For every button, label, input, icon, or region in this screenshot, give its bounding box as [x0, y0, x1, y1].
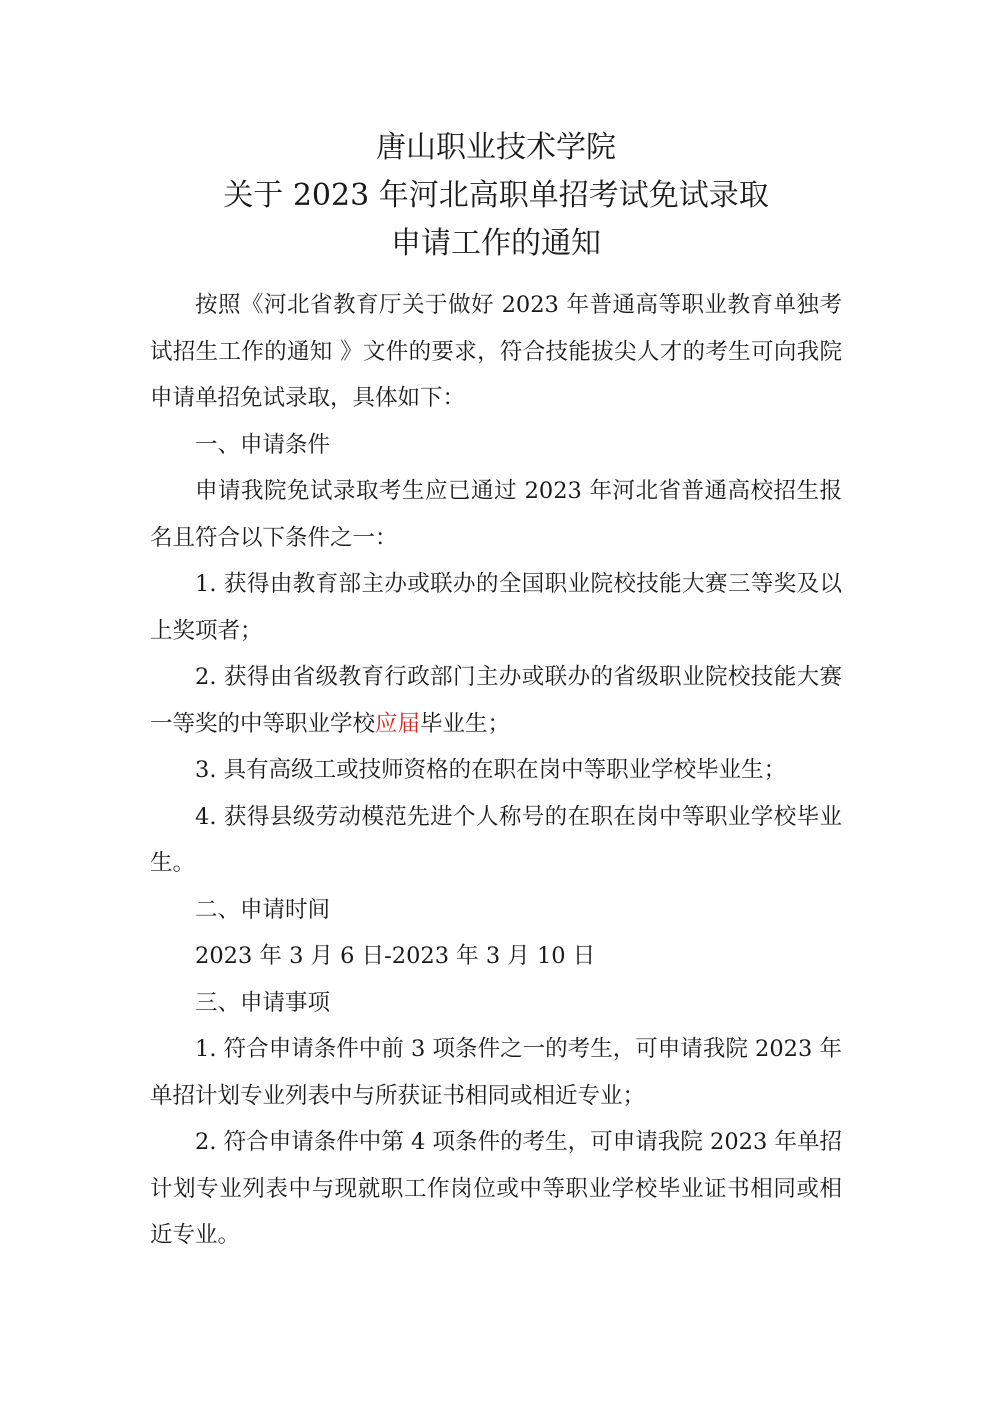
title-notice: 申请工作的通知 — [391, 226, 601, 261]
application-dates: 2023 年 3 月 6 日-2023 年 3 月 10 日 — [195, 943, 596, 969]
notice-title — [150, 124, 842, 268]
matter-item-1: 1. 符合申请条件中前 3 项条件之一的考生，可申请我院 2023 年单招计划专业列表中与所获证书相同或相近专业； — [150, 1036, 842, 1109]
title-institution: 唐山职业技术学院 — [376, 130, 616, 165]
intro-paragraph: 按照《河北省教育厅关于做好 2023 年普通高等职业教育单独考试招生工作的通知 》文件的要求，符合技能拔尖人才的考生可向我院申请单招免试录取，具体如下： — [150, 292, 842, 411]
title-subject: 关于 2023 年河北高职单招考试免试录取 — [223, 178, 769, 213]
section-heading-time: 二、申请时间 — [195, 896, 331, 923]
section-heading-matters: 三、申请事项 — [195, 989, 331, 1016]
condition-item-1: 1. 获得由教育部主办或联办的全国职业院校技能大赛三等奖及以上奖项者； — [150, 571, 842, 644]
condition-item-2 — [150, 654, 842, 747]
matter-item-2: 2. 符合申请条件中第 4 项条件的考生，可申请我院 2023 年单招计划专业列表中与现就职工作岗位或中等职业学校毕业证书相同或相近专业。 — [150, 1129, 842, 1248]
highlight-text: 应届 — [375, 710, 421, 737]
notice-body — [150, 282, 842, 1259]
condition-item-2-tail: 毕业生； — [420, 710, 511, 737]
condition-item-3: 3. 具有高级工或技师资格的在职在岗中等职业学校毕业生； — [195, 757, 787, 783]
conditions-lead: 申请我院免试录取考生应已通过 2023 年河北省普通高校招生报名且符合以下条件之一： — [150, 478, 842, 551]
condition-item-4: 4. 获得县级劳动模范先进个人称号的在职在岗中等职业学校毕业生。 — [150, 803, 842, 876]
section-heading-conditions: 一、申请条件 — [195, 431, 331, 458]
condition-item-2-text: 2. 获得由省级教育行政部门主办或联办的省级职业院校技能大赛一等奖的中等职业学校 — [150, 664, 842, 737]
